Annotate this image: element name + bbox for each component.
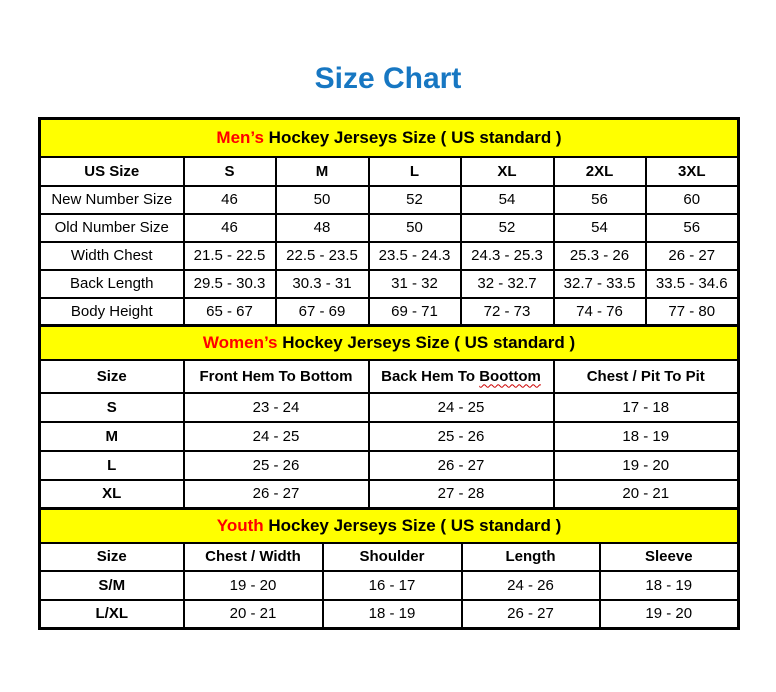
womens-size-table xyxy=(38,324,740,510)
column-header: 2XL xyxy=(554,157,646,186)
table-row xyxy=(40,298,739,326)
row-label: L/XL xyxy=(40,600,184,629)
mens-section-band xyxy=(40,119,739,157)
column-header: M xyxy=(276,157,369,186)
size-cell: 46 xyxy=(184,186,276,214)
womens-section-heading xyxy=(40,326,739,360)
size-cell: 22.5 - 23.5 xyxy=(276,242,369,270)
size-cell: 54 xyxy=(461,186,554,214)
size-cell: 30.3 - 31 xyxy=(276,270,369,298)
size-cell: 18 - 19 xyxy=(600,571,739,600)
size-cell: 24 - 25 xyxy=(369,393,554,422)
column-header: US Size xyxy=(40,157,184,186)
table-row xyxy=(40,270,739,298)
size-cell: 72 - 73 xyxy=(461,298,554,326)
womens-section-band xyxy=(40,326,739,360)
youth-section-heading xyxy=(40,509,739,543)
size-cell: 26 - 27 xyxy=(462,600,600,629)
table-row xyxy=(40,571,739,600)
row-label: Width Chest xyxy=(40,242,184,270)
size-cell: 50 xyxy=(369,214,461,242)
mens-size-table xyxy=(38,117,740,327)
size-cell: 17 - 18 xyxy=(554,393,739,422)
column-header: S xyxy=(184,157,276,186)
size-cell: 21.5 - 22.5 xyxy=(184,242,276,270)
size-cell: 31 - 32 xyxy=(369,270,461,298)
column-header-text: Back Hem To xyxy=(381,367,480,385)
row-label: S/M xyxy=(40,571,184,600)
size-cell: 23 - 24 xyxy=(184,393,369,422)
size-cell: 65 - 67 xyxy=(184,298,276,326)
size-cell: 33.5 - 34.6 xyxy=(646,270,739,298)
size-cell: 60 xyxy=(646,186,739,214)
size-cell: 46 xyxy=(184,214,276,242)
column-header xyxy=(369,360,554,393)
mens-heading-accent: Men’s xyxy=(216,127,264,147)
column-header: Length xyxy=(462,543,600,571)
table-row xyxy=(40,422,739,451)
size-cell: 67 - 69 xyxy=(276,298,369,326)
table-row xyxy=(40,242,739,270)
column-header: Size xyxy=(40,360,184,393)
column-header: Shoulder xyxy=(323,543,462,571)
size-cell: 77 - 80 xyxy=(646,298,739,326)
size-cell: 24 - 25 xyxy=(184,422,369,451)
misspelled-word: Boottom xyxy=(479,367,541,385)
size-cell: 74 - 76 xyxy=(554,298,646,326)
table-row xyxy=(40,600,739,629)
size-cell: 32 - 32.7 xyxy=(461,270,554,298)
size-cell: 50 xyxy=(276,186,369,214)
size-cell: 23.5 - 24.3 xyxy=(369,242,461,270)
size-cell: 26 - 27 xyxy=(184,480,369,509)
column-header: 3XL xyxy=(646,157,739,186)
mens-heading-text: Hockey Jerseys Size ( US standard ) xyxy=(263,127,562,147)
size-cell: 29.5 - 30.3 xyxy=(184,270,276,298)
size-cell: 20 - 21 xyxy=(554,480,739,509)
size-cell: 18 - 19 xyxy=(323,600,462,629)
page-title: Size Chart xyxy=(314,62,462,95)
column-header: Front Hem To Bottom xyxy=(184,360,369,393)
table-row xyxy=(40,480,739,509)
mens-section-heading xyxy=(40,119,739,157)
row-label: Body Height xyxy=(40,298,184,326)
size-cell: 20 - 21 xyxy=(184,600,323,629)
size-cell: 24 - 26 xyxy=(462,571,600,600)
size-cell: 16 - 17 xyxy=(323,571,462,600)
row-label: XL xyxy=(40,480,184,509)
column-header: Sleeve xyxy=(600,543,739,571)
size-cell: 25 - 26 xyxy=(184,451,369,480)
column-header: Chest / Pit To Pit xyxy=(554,360,739,393)
size-cell: 18 - 19 xyxy=(554,422,739,451)
row-label: L xyxy=(40,451,184,480)
size-cell: 19 - 20 xyxy=(554,451,739,480)
column-header: Size xyxy=(40,543,184,571)
youth-heading-text: Hockey Jerseys Size ( US standard ) xyxy=(263,515,562,535)
womens-heading-accent: Women’s xyxy=(202,332,278,352)
row-label: S xyxy=(40,393,184,422)
size-cell: 56 xyxy=(646,214,739,242)
size-cell: 19 - 20 xyxy=(184,571,323,600)
size-cell: 24.3 - 25.3 xyxy=(461,242,554,270)
size-cell: 69 - 71 xyxy=(369,298,461,326)
size-cell: 27 - 28 xyxy=(369,480,554,509)
table-row xyxy=(40,393,739,422)
column-header: XL xyxy=(461,157,554,186)
size-cell: 25.3 - 26 xyxy=(554,242,646,270)
size-cell: 52 xyxy=(369,186,461,214)
youth-size-table xyxy=(38,507,740,630)
youth-section-band xyxy=(40,509,739,543)
size-cell: 48 xyxy=(276,214,369,242)
column-header: L xyxy=(369,157,461,186)
mens-header-row xyxy=(40,157,739,186)
youth-header-row xyxy=(40,543,739,571)
table-row xyxy=(40,186,739,214)
row-label: M xyxy=(40,422,184,451)
size-cell: 26 - 27 xyxy=(369,451,554,480)
row-label: Back Length xyxy=(40,270,184,298)
size-cell: 26 - 27 xyxy=(646,242,739,270)
size-cell: 19 - 20 xyxy=(600,600,739,629)
row-label: New Number Size xyxy=(40,186,184,214)
size-cell: 56 xyxy=(554,186,646,214)
table-row xyxy=(40,214,739,242)
size-cell: 25 - 26 xyxy=(369,422,554,451)
youth-heading-accent: Youth xyxy=(216,515,264,535)
size-cell: 32.7 - 33.5 xyxy=(554,270,646,298)
womens-heading-text: Hockey Jerseys Size ( US standard ) xyxy=(277,332,576,352)
size-cell: 52 xyxy=(461,214,554,242)
table-row xyxy=(40,451,739,480)
column-header: Chest / Width xyxy=(184,543,323,571)
row-label: Old Number Size xyxy=(40,214,184,242)
size-cell: 54 xyxy=(554,214,646,242)
womens-header-row xyxy=(40,360,739,393)
size-tables xyxy=(38,117,737,630)
